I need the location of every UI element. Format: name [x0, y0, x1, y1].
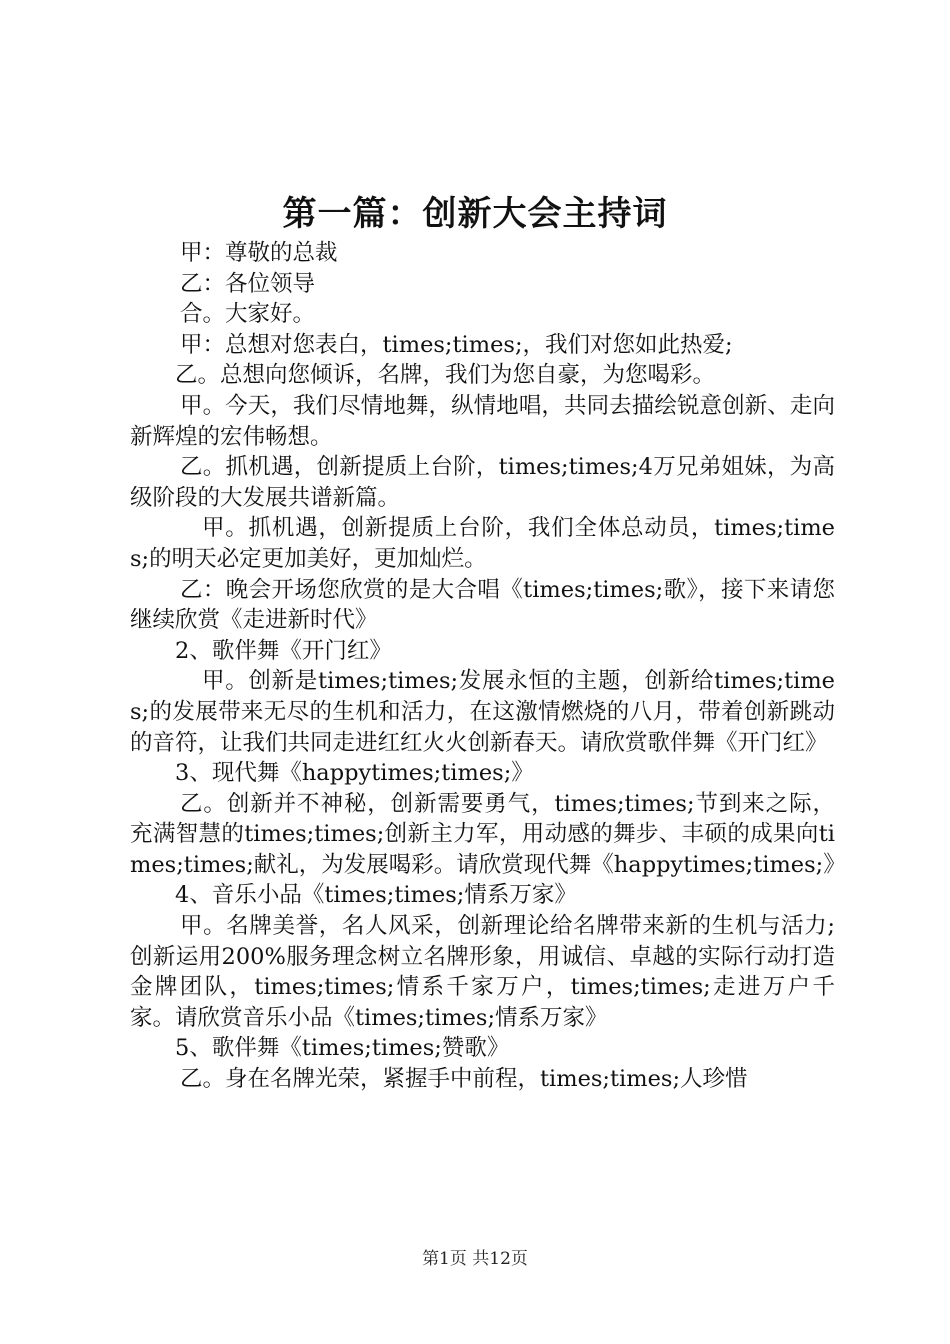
paragraph: 乙：各位领导	[180, 270, 316, 297]
paragraph: 甲：总想对您表白，times;times;，我们对您如此热爱;	[180, 331, 733, 358]
document-body	[130, 238, 846, 1095]
section-heading: 2、歌伴舞《开门红》	[175, 637, 392, 664]
section-heading: 4、音乐小品《times;times;情系万家》	[175, 882, 577, 909]
paragraph: 乙。总想向您倾诉，名牌，我们为您自豪，为您喝彩。	[175, 362, 716, 389]
paragraph: 乙：晚会开场您欣赏的是大合唱《times;times;歌》，接下来请您继续欣赏《走进新时代》	[130, 576, 835, 634]
paragraph: 乙。抓机遇，创新提质上台阶，times;times;4万兄弟姐妹，为高级阶段的大发展共谱新篇。	[130, 454, 835, 511]
paragraph: 乙。创新并不神秘，创新需要勇气，times;times;节到来之际，充满智慧的times;times;创新主力军，用动感的舞步、丰硕的成果向times;times;献礼，为发展喝彩。请欣赏现代舞《happytimes;times;》	[130, 790, 846, 878]
paragraph: 甲。抓机遇，创新提质上台阶，我们全体总动员，times;times;的明天必定更加美好，更加灿烂。	[130, 515, 835, 572]
section-heading: 5、歌伴舞《times;times;赞歌》	[175, 1035, 510, 1062]
paragraph: 甲。名牌美誉，名人风采，创新理论给名牌带来新的生机与活力;创新运用200%服务理念树立名牌形象，用诚信、卓越的实际行动打造金牌团队，times;times;情系千家万户，times;times;走进万户千家。请欣赏音乐小品《times;times;情系万家》	[130, 913, 835, 1031]
paragraph: 甲。今天，我们尽情地舞，纵情地唱，共同去描绘锐意创新、走向新辉煌的宏伟畅想。	[130, 392, 835, 450]
section-heading: 3、现代舞《happytimes;times;》	[175, 760, 534, 787]
paragraph: 合。大家好。	[180, 301, 316, 328]
paragraph: 甲：尊敬的总裁	[180, 240, 338, 266]
paragraph: 甲。创新是times;times;发展永恒的主题，创新给times;times;的发展带来无尽的生机和活力，在这激情燃烧的八月，带着创新跳动的音符，让我们共同走进红红火火创新春天。请欣赏歌伴舞《开门红》	[130, 668, 835, 756]
document-title: 第一篇：创新大会主持词	[282, 194, 668, 234]
paragraph: 乙。身在名牌光荣，紧握手中前程，times;times;人珍惜	[180, 1066, 748, 1093]
page-number: 第1页 共12页	[422, 1249, 528, 1269]
